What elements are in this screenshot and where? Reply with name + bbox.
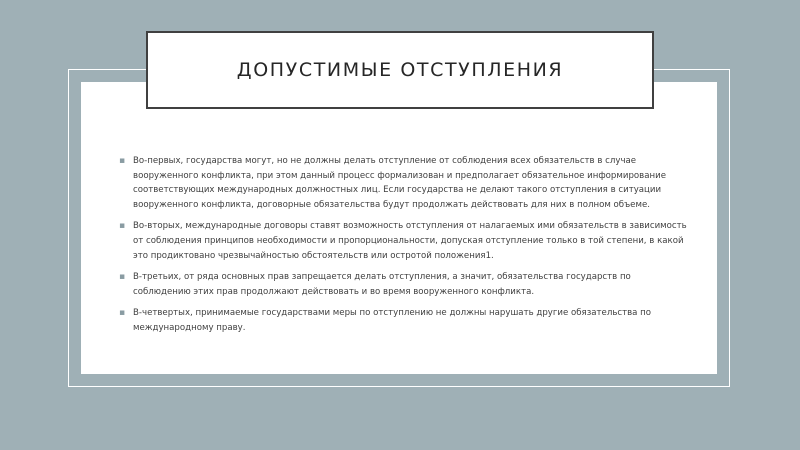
square-bullet-icon: ▪: [119, 308, 126, 319]
bullet-item: [119, 270, 689, 299]
bullet-list: [119, 154, 689, 336]
slide-title: ДОПУСТИМЫЕ ОТСТУПЛЕНИЯ: [236, 59, 564, 81]
bullet-text-first: Во-первых, государства могут, но не должны делать отступление от соблюдения всех обязательств в случае вооруженного конфликта, при этом данный процесс формализован и предполагает обязательное информирование соответствующих международных должностных лиц. Если государства не делают такого отступления в ситуации вооруженного конфликта, договорные обязательства будут продолжать действовать для них в полном объеме.: [133, 156, 666, 210]
bullet-text-third: В-третьих, от ряда основных прав запрещается делать отступления, а значит, обязательства государств по соблюдению этих прав продолжают действовать и во время вооруженного конфликта.: [133, 272, 631, 297]
bullet-item: [119, 219, 689, 263]
bullet-text-fourth: В-четвертых, принимаемые государствами меры по отступлению не должны нарушать другие обязательства по международному праву.: [133, 308, 652, 333]
bullet-item: [119, 154, 689, 212]
bullet-text-second: Во-вторых, международные договоры ставят возможность отступления от налагаемых ими обязательств в зависимость от соблюдения принципов необходимости и пропорциональности, допуская отступление только в той степени, в какой это продиктовано чрезвычайностью обстоятельств или остротой положения1.: [133, 221, 687, 261]
bullet-item: [119, 306, 689, 335]
square-bullet-icon: ▪: [119, 272, 126, 283]
slide-title-box: [146, 31, 654, 109]
square-bullet-icon: ▪: [119, 221, 126, 232]
square-bullet-icon: ▪: [119, 156, 126, 166]
